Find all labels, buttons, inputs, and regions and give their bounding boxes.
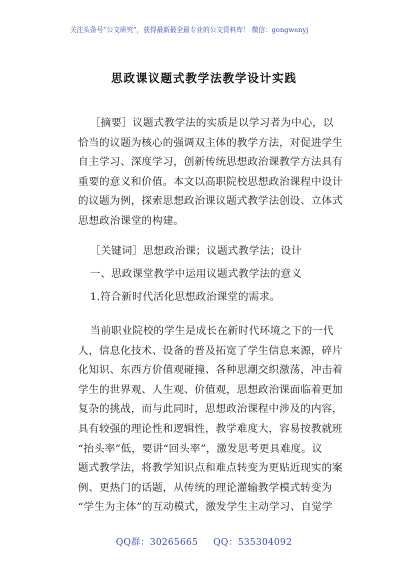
footer-contact xyxy=(0,535,408,548)
abstract-line: 思想政治课堂的构建。 xyxy=(78,214,184,227)
footer-qq: QQ：535304092 xyxy=(213,538,293,548)
subsection-heading-line: 1.符合新时代活化思想政治课堂的需求。 xyxy=(90,291,281,303)
abstract-line: 恰当的议题为核心的强调双主体的教学方法，对促进学生 xyxy=(78,136,343,149)
body-line: 题式教学法，将教学知识点和难点转变为更贴近现实的案 xyxy=(78,462,343,475)
abstract-line: 的议题为例，探索思想政治课议题式教学法创设、立体式 xyxy=(78,195,343,208)
body-line: 人，信息化技术、设备的普及拓宽了学生信息来源，碎片 xyxy=(78,344,343,357)
body-line: 学生的世界观、人生观、价值观，思想政治课面临着更加 xyxy=(78,383,343,396)
body-line: 复杂的挑战，而与此同时，思想政治课程中涉及的内容， xyxy=(78,403,343,416)
subsection-heading xyxy=(78,288,346,308)
body-line: 例、更热门的话题，从传统的理论灌输教学模式转变为 xyxy=(78,481,333,494)
body-paragraph xyxy=(78,322,346,518)
top-banner-text: 关注头条号“公文研究”，获得最新最全最专业的公文资料库！ 微信：gongwenyj xyxy=(70,26,309,34)
abstract-line: 重要的意义和价值。本文以高职院校思想政治课程中设计 xyxy=(78,175,343,188)
abstract-paragraph xyxy=(78,114,346,232)
keywords-line: ［关键词］思想政治课；议题式教学法；设计 xyxy=(90,245,302,257)
document-title: 思政课议题式教学法教学设计实践 xyxy=(111,71,297,85)
keywords-paragraph xyxy=(78,242,346,262)
body-line: “学生为主体”的互动模式，激发学生主动学习、自觉学 xyxy=(78,501,333,514)
abstract-line: 自主学习、深度学习，创新传统思想政治课教学方法具有 xyxy=(78,156,343,169)
body-line: 具有较强的理论性和逻辑性，教学难度大，容易按教就班 xyxy=(78,422,343,435)
body-line: 化知识、东西方价值观碰撞、各种思潮交织激荡，冲击着 xyxy=(78,364,343,377)
body-line: 当前职业院校的学生是成长在新时代环境之下的一代 xyxy=(90,325,334,337)
body-line: “抬头率”低，要讲“回头率”，激发思考更具难度。议 xyxy=(78,442,323,455)
section-heading xyxy=(78,265,346,285)
footer-qq-group: QQ群：30265665 xyxy=(115,538,199,548)
section-heading-line: 一、思政课堂教学中运用议题式教学法的意义 xyxy=(90,268,302,280)
abstract-line: ［摘要］议题式教学法的实质是以学习者为中心，以 xyxy=(90,117,334,129)
